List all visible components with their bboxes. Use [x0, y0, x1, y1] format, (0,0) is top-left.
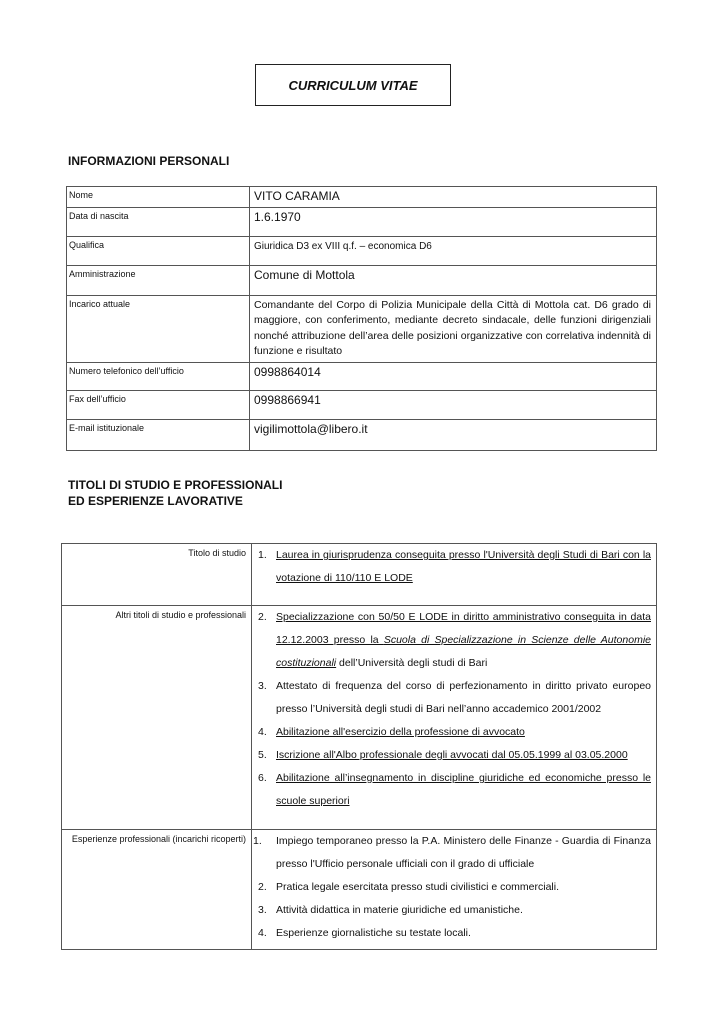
list-item-text-part-a: Specializzazione con 50/50 E LODE in diritto amministrativo conseguita in data 12.12.2003 presso la — [276, 611, 651, 646]
row-value-qualification: Giuridica D3 ex VIII q.f. – economica D6 — [250, 236, 657, 265]
table-row — [67, 187, 657, 208]
list-item-number: 1. — [253, 835, 262, 847]
experience-list — [253, 830, 651, 945]
row-value-phone: 0998864014 — [250, 362, 657, 390]
list-item-text: Iscrizione all'Albo professionale degli avvocati dal 05.05.1999 al 03.05.2000 — [276, 749, 628, 761]
titles-heading-line1: TITOLI DI STUDIO E PROFESSIONALI — [68, 478, 283, 492]
document-title-text: CURRICULUM VITAE — [288, 77, 418, 93]
list-item-text: Impiego temporaneo presso la P.A. Ministero delle Finanze - Guardia di Finanza presso l'Ufficio personale ufficiali con il grado di ufficiale — [276, 835, 651, 870]
table-row — [62, 606, 657, 830]
list-item — [258, 767, 651, 813]
experience-label: Esperienze professionali (incarichi ricoperti) — [62, 830, 252, 950]
row-value-administration: Comune di Mottola — [250, 265, 657, 295]
row-label-birth-date: Data di nascita — [67, 207, 250, 236]
list-item-text: Abilitazione all’insegnamento in discipline giuridiche ed economiche presso le scuole superiori — [276, 772, 651, 807]
study-title-list — [258, 544, 651, 590]
list-item-text: Esperienze giornalistiche su testate locali. — [276, 927, 471, 939]
other-titles-label: Altri titoli di studio e professionali — [62, 606, 252, 830]
list-item-number: 4. — [258, 726, 267, 738]
table-row — [62, 830, 657, 950]
list-item — [258, 899, 651, 922]
list-item — [258, 606, 651, 675]
list-item-text: Attività didattica in materie giuridiche ed umanistiche. — [276, 904, 523, 916]
titles-heading-line2: ED ESPERIENZE LAVORATIVE — [68, 494, 243, 508]
list-item — [258, 675, 651, 721]
personal-info-table — [66, 186, 657, 451]
list-item — [253, 830, 651, 876]
titles-table — [61, 543, 657, 950]
list-item — [258, 876, 651, 899]
document-title — [255, 64, 451, 106]
study-title-cell — [252, 544, 657, 606]
row-label-name: Nome — [67, 187, 250, 208]
row-value-birth-date: 1.6.1970 — [250, 207, 657, 236]
experience-cell — [252, 830, 657, 950]
table-row — [67, 390, 657, 419]
other-titles-cell — [252, 606, 657, 830]
list-item — [258, 744, 651, 767]
list-item-number: 1. — [258, 549, 267, 561]
list-item — [258, 544, 651, 590]
row-value-name: VITO CARAMIA — [250, 187, 657, 208]
table-row — [67, 362, 657, 390]
list-item — [258, 922, 651, 945]
row-value-current-role: Comandante del Corpo di Polizia Municipale della Città di Mottola cat. D6 grado di maggiore, con conferimento, mediante decreto sindacale, delle funzioni dirigenziali nonché attribuzione dell’area delle posizioni organizzative con correlativa indennità di funzione e risultato — [250, 295, 657, 362]
list-item-text: Abilitazione all'esercizio della professione di avvocato — [276, 726, 525, 738]
table-row — [67, 419, 657, 450]
titles-heading — [68, 477, 282, 509]
row-label-current-role: Incarico attuale — [67, 295, 250, 362]
list-item-text-part-c: dell’Università degli studi di Bari — [336, 657, 488, 669]
list-item-number: 6. — [258, 772, 267, 784]
row-label-fax: Fax dell’ufficio — [67, 390, 250, 419]
list-item — [258, 721, 651, 744]
row-label-phone: Numero telefonico dell’ufficio — [67, 362, 250, 390]
list-item-text: Attestato di frequenza del corso di perfezionamento in diritto privato europeo presso l’Università degli studi di Bari nell’anno accademico 2001/2002 — [276, 680, 651, 715]
row-value-email: vigilimottola@libero.it — [250, 419, 657, 450]
table-row — [67, 265, 657, 295]
table-row — [62, 544, 657, 606]
personal-info-heading: INFORMAZIONI PERSONALI — [68, 154, 230, 168]
list-item-text: Pratica legale esercitata presso studi civilistici e commerciali. — [276, 881, 560, 893]
other-titles-list — [258, 606, 651, 813]
list-item-number: 5. — [258, 749, 267, 761]
row-label-qualification: Qualifica — [67, 236, 250, 265]
row-value-fax: 0998866941 — [250, 390, 657, 419]
list-item-number: 3. — [258, 904, 267, 916]
list-item-number: 3. — [258, 680, 267, 692]
row-label-administration: Amministrazione — [67, 265, 250, 295]
table-row — [67, 295, 657, 362]
study-title-label: Titolo di studio — [62, 544, 252, 606]
list-item-number: 2. — [258, 611, 267, 623]
table-row — [67, 236, 657, 265]
table-row — [67, 207, 657, 236]
list-item-text: Laurea in giurisprudenza conseguita presso l'Università degli Studi di Bari con la votazione di 110/110 E LODE — [276, 549, 651, 584]
row-label-email: E-mail istituzionale — [67, 419, 250, 450]
list-item-text-part-b: Scuola di Specializzazione in Scienze delle Autonomie costituzionali — [276, 634, 651, 669]
list-item-number: 4. — [258, 927, 267, 939]
list-item-number: 2. — [258, 881, 267, 893]
